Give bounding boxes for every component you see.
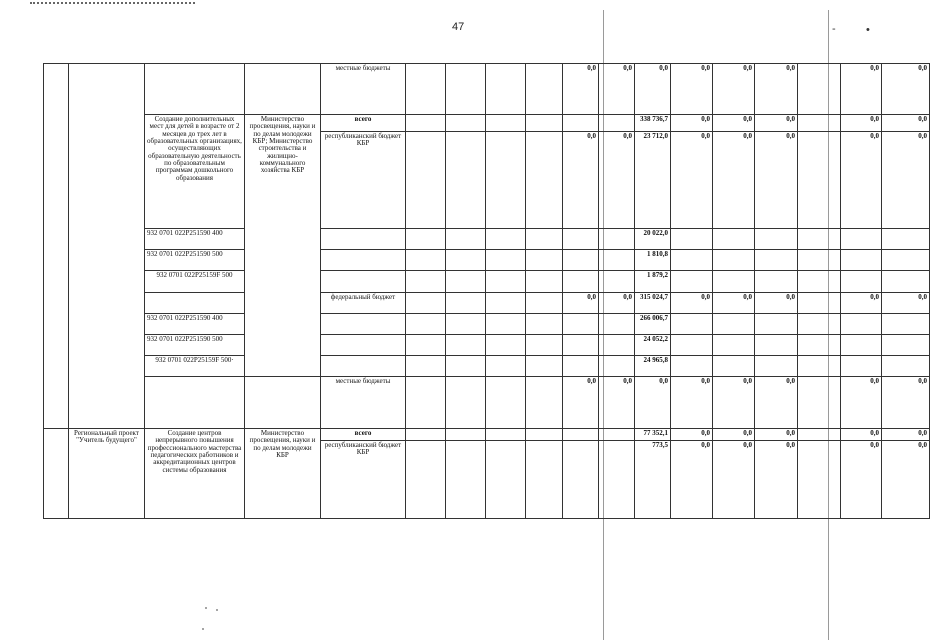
cell-empty xyxy=(882,271,930,293)
cell-empty xyxy=(526,250,563,271)
cell-empty xyxy=(798,229,841,250)
cell-empty xyxy=(671,271,713,293)
cell-empty xyxy=(44,64,69,429)
cell-value: 20 022,0 xyxy=(635,229,671,250)
cell-empty xyxy=(563,441,599,519)
cell-empty xyxy=(145,293,245,314)
cell-value: 0,0 xyxy=(713,64,755,115)
cell-value: 0,0 xyxy=(882,293,930,314)
cell-empty xyxy=(406,441,446,519)
cell-empty xyxy=(526,429,563,441)
cell-empty xyxy=(406,250,446,271)
cell-empty xyxy=(486,377,526,429)
table-row xyxy=(44,377,930,429)
cell-empty xyxy=(446,429,486,441)
cell-empty xyxy=(798,271,841,293)
cell-empty xyxy=(713,356,755,377)
cell-empty xyxy=(882,335,930,356)
cell-source: местные бюджеты xyxy=(321,64,406,115)
cell-empty xyxy=(406,314,446,335)
cell-empty xyxy=(563,335,599,356)
cell-empty xyxy=(882,356,930,377)
cell-empty xyxy=(526,377,563,429)
cell-value: 0,0 xyxy=(671,429,713,441)
cell-value: 0,0 xyxy=(841,441,882,519)
cell-value: 266 006,7 xyxy=(635,314,671,335)
cell-empty xyxy=(798,441,841,519)
cell-budget-code: 932 0701 022P251590 500 xyxy=(145,250,245,271)
cell-value: 0,0 xyxy=(671,441,713,519)
cell-empty xyxy=(841,250,882,271)
cell-empty xyxy=(599,429,635,441)
cell-empty xyxy=(755,250,798,271)
cell-empty xyxy=(446,132,486,229)
cell-value: 0,0 xyxy=(599,132,635,229)
cell-empty xyxy=(526,314,563,335)
table-row xyxy=(44,356,930,377)
cell-empty xyxy=(526,293,563,314)
cell-value: 0,0 xyxy=(671,64,713,115)
cell-empty xyxy=(486,356,526,377)
scan-artifact-top xyxy=(30,0,195,4)
cell-empty xyxy=(321,250,406,271)
cell-empty xyxy=(486,429,526,441)
cell-empty xyxy=(526,132,563,229)
cell-empty xyxy=(446,271,486,293)
table-row xyxy=(44,293,930,314)
cell-value: 77 352,1 xyxy=(635,429,671,441)
cell-empty xyxy=(44,429,69,519)
cell-empty xyxy=(671,229,713,250)
cell-value: 0,0 xyxy=(713,293,755,314)
cell-empty xyxy=(145,377,245,429)
cell-empty xyxy=(486,335,526,356)
cell-empty xyxy=(526,271,563,293)
cell-value: 0,0 xyxy=(755,293,798,314)
cell-empty xyxy=(563,115,599,132)
cell-value: 0,0 xyxy=(882,132,930,229)
cell-empty xyxy=(486,271,526,293)
cell-empty xyxy=(245,64,321,115)
scan-speck xyxy=(216,609,218,611)
cell-empty xyxy=(755,229,798,250)
cell-value: 0,0 xyxy=(841,429,882,441)
cell-ministry: Министерство просвещения, науки и по делам молодежи КБР xyxy=(245,429,321,519)
cell-value: 0,0 xyxy=(563,293,599,314)
cell-empty xyxy=(755,314,798,335)
cell-empty xyxy=(406,64,446,115)
cell-empty xyxy=(798,356,841,377)
cell-value: 0,0 xyxy=(671,132,713,229)
cell-value: 0,0 xyxy=(713,115,755,132)
cell-empty xyxy=(671,250,713,271)
cell-empty xyxy=(713,229,755,250)
cell-empty xyxy=(841,314,882,335)
cell-budget-code: 932 0701 022P25159F 500· xyxy=(145,356,245,377)
cell-empty xyxy=(526,115,563,132)
cell-source: республиканский бюджет КБР xyxy=(321,132,406,229)
cell-empty xyxy=(882,250,930,271)
cell-empty xyxy=(755,271,798,293)
cell-empty xyxy=(526,356,563,377)
cell-value: 0,0 xyxy=(755,132,798,229)
cell-empty xyxy=(69,64,145,429)
cell-empty xyxy=(406,115,446,132)
cell-value: 0,0 xyxy=(563,132,599,229)
cell-empty xyxy=(486,229,526,250)
cell-empty xyxy=(841,229,882,250)
cell-value: 0,0 xyxy=(882,377,930,429)
cell-empty xyxy=(145,64,245,115)
table-row xyxy=(44,429,930,441)
cell-value: 0,0 xyxy=(882,441,930,519)
cell-project: Региональный проект "Учитель будущего" xyxy=(69,429,145,519)
cell-empty xyxy=(446,441,486,519)
cell-event: Создание центров непрерывного повышения профессионального мастерства педагогических работников и аккредитационных центров системы образования xyxy=(145,429,245,519)
cell-value: 0,0 xyxy=(882,115,930,132)
cell-value: 0,0 xyxy=(599,64,635,115)
cell-value: 24 965,8 xyxy=(635,356,671,377)
cell-value: 0,0 xyxy=(841,293,882,314)
cell-value: 1 879,2 xyxy=(635,271,671,293)
cell-value: 0,0 xyxy=(599,377,635,429)
cell-empty xyxy=(882,229,930,250)
cell-value: 0,0 xyxy=(599,293,635,314)
cell-budget-code: 932 0701 022P251590 500 xyxy=(145,335,245,356)
cell-empty xyxy=(713,314,755,335)
cell-empty xyxy=(526,229,563,250)
cell-empty xyxy=(599,356,635,377)
cell-empty xyxy=(599,314,635,335)
cell-empty xyxy=(406,377,446,429)
table-row xyxy=(44,64,930,115)
cell-empty xyxy=(841,271,882,293)
page-number: 47 xyxy=(452,21,465,33)
cell-empty xyxy=(406,132,446,229)
table-row xyxy=(44,314,930,335)
cell-budget-code: 932 0701 022P251590 400 xyxy=(145,229,245,250)
cell-empty xyxy=(526,441,563,519)
cell-empty xyxy=(798,429,841,441)
cell-empty xyxy=(406,271,446,293)
cell-empty xyxy=(486,293,526,314)
cell-empty xyxy=(486,314,526,335)
cell-value: 0,0 xyxy=(755,441,798,519)
cell-value: 315 024,7 xyxy=(635,293,671,314)
cell-empty xyxy=(526,64,563,115)
cell-value: 0,0 xyxy=(755,64,798,115)
cell-source: федеральный бюджет xyxy=(321,293,406,314)
scan-mark: - xyxy=(832,23,836,35)
cell-source: местные бюджеты xyxy=(321,377,406,429)
table-row xyxy=(44,229,930,250)
cell-empty xyxy=(563,250,599,271)
cell-empty xyxy=(713,335,755,356)
cell-empty xyxy=(599,271,635,293)
cell-empty xyxy=(406,293,446,314)
cell-empty xyxy=(486,64,526,115)
cell-value: 0,0 xyxy=(635,64,671,115)
cell-empty xyxy=(446,229,486,250)
cell-empty xyxy=(486,132,526,229)
cell-empty xyxy=(406,429,446,441)
table-row xyxy=(44,115,930,132)
cell-budget-code: 932 0701 022P25159F 500 xyxy=(145,271,245,293)
cell-empty xyxy=(526,335,563,356)
cell-value: 0,0 xyxy=(713,429,755,441)
cell-value: 0,0 xyxy=(671,377,713,429)
cell-empty xyxy=(446,293,486,314)
cell-value: 23 712,0 xyxy=(635,132,671,229)
scan-speck xyxy=(202,628,204,630)
cell-value: 0,0 xyxy=(563,64,599,115)
cell-value: 0,0 xyxy=(563,377,599,429)
cell-source: всего xyxy=(321,115,406,132)
scan-speck xyxy=(205,607,207,609)
cell-empty xyxy=(798,115,841,132)
cell-value: 0,0 xyxy=(635,377,671,429)
cell-empty xyxy=(321,335,406,356)
cell-empty xyxy=(321,314,406,335)
cell-empty xyxy=(321,356,406,377)
cell-empty xyxy=(841,335,882,356)
cell-empty xyxy=(486,441,526,519)
cell-empty xyxy=(798,314,841,335)
cell-empty xyxy=(755,356,798,377)
cell-source: всего xyxy=(321,429,406,441)
cell-value: 0,0 xyxy=(755,429,798,441)
cell-value: 0,0 xyxy=(671,115,713,132)
cell-value: 0,0 xyxy=(755,377,798,429)
cell-value: 0,0 xyxy=(882,64,930,115)
cell-empty xyxy=(713,271,755,293)
cell-empty xyxy=(563,429,599,441)
cell-value: 24 052,2 xyxy=(635,335,671,356)
cell-value: 0,0 xyxy=(671,293,713,314)
cell-empty xyxy=(406,229,446,250)
cell-empty xyxy=(841,356,882,377)
cell-empty xyxy=(446,64,486,115)
cell-empty xyxy=(446,356,486,377)
budget-table xyxy=(43,63,930,519)
cell-value: 338 736,7 xyxy=(635,115,671,132)
cell-budget-code: 932 0701 022P251590 400 xyxy=(145,314,245,335)
cell-empty xyxy=(486,115,526,132)
cell-ministry: Министерство просвещения, науки и по делам молодежи КБР; Министерство строительства и жилищно-коммунального хозяйства КБР xyxy=(245,115,321,377)
cell-empty xyxy=(321,271,406,293)
cell-empty xyxy=(599,250,635,271)
cell-empty xyxy=(446,250,486,271)
cell-empty xyxy=(882,314,930,335)
cell-empty xyxy=(798,335,841,356)
cell-empty xyxy=(563,271,599,293)
cell-empty xyxy=(245,377,321,429)
cell-empty xyxy=(798,293,841,314)
cell-empty xyxy=(446,335,486,356)
cell-empty xyxy=(755,335,798,356)
cell-event: Создание дополнительных мест для детей в возрасте от 2 месяцев до трех лет в образовательных организациях, осуществляющих образовательную деятельность по образовательным программам дошкольного образования xyxy=(145,115,245,229)
cell-empty xyxy=(486,250,526,271)
cell-value: 773,5 xyxy=(635,441,671,519)
cell-empty xyxy=(599,229,635,250)
cell-empty xyxy=(713,250,755,271)
table-row xyxy=(44,250,930,271)
cell-empty xyxy=(446,314,486,335)
cell-value: 0,0 xyxy=(713,441,755,519)
cell-value: 0,0 xyxy=(841,64,882,115)
cell-empty xyxy=(798,377,841,429)
cell-value: 0,0 xyxy=(755,115,798,132)
cell-empty xyxy=(406,356,446,377)
cell-empty xyxy=(563,314,599,335)
cell-empty xyxy=(599,115,635,132)
cell-value: 0,0 xyxy=(841,115,882,132)
table-row xyxy=(44,335,930,356)
cell-empty xyxy=(563,229,599,250)
cell-empty xyxy=(321,229,406,250)
cell-empty xyxy=(406,335,446,356)
cell-empty xyxy=(671,314,713,335)
scan-mark-dot: • xyxy=(866,24,870,36)
cell-value: 0,0 xyxy=(841,377,882,429)
cell-empty xyxy=(671,356,713,377)
cell-empty xyxy=(798,64,841,115)
cell-value: 0,0 xyxy=(713,132,755,229)
cell-value: 0,0 xyxy=(841,132,882,229)
cell-value: 0,0 xyxy=(882,429,930,441)
cell-empty xyxy=(563,356,599,377)
cell-empty xyxy=(446,115,486,132)
cell-empty xyxy=(599,335,635,356)
cell-source: республиканский бюджет КБР xyxy=(321,441,406,519)
cell-empty xyxy=(446,377,486,429)
cell-value: 0,0 xyxy=(713,377,755,429)
table-row xyxy=(44,271,930,293)
cell-empty xyxy=(798,132,841,229)
cell-empty xyxy=(798,250,841,271)
cell-value: 1 810,8 xyxy=(635,250,671,271)
cell-empty xyxy=(599,441,635,519)
cell-empty xyxy=(671,335,713,356)
